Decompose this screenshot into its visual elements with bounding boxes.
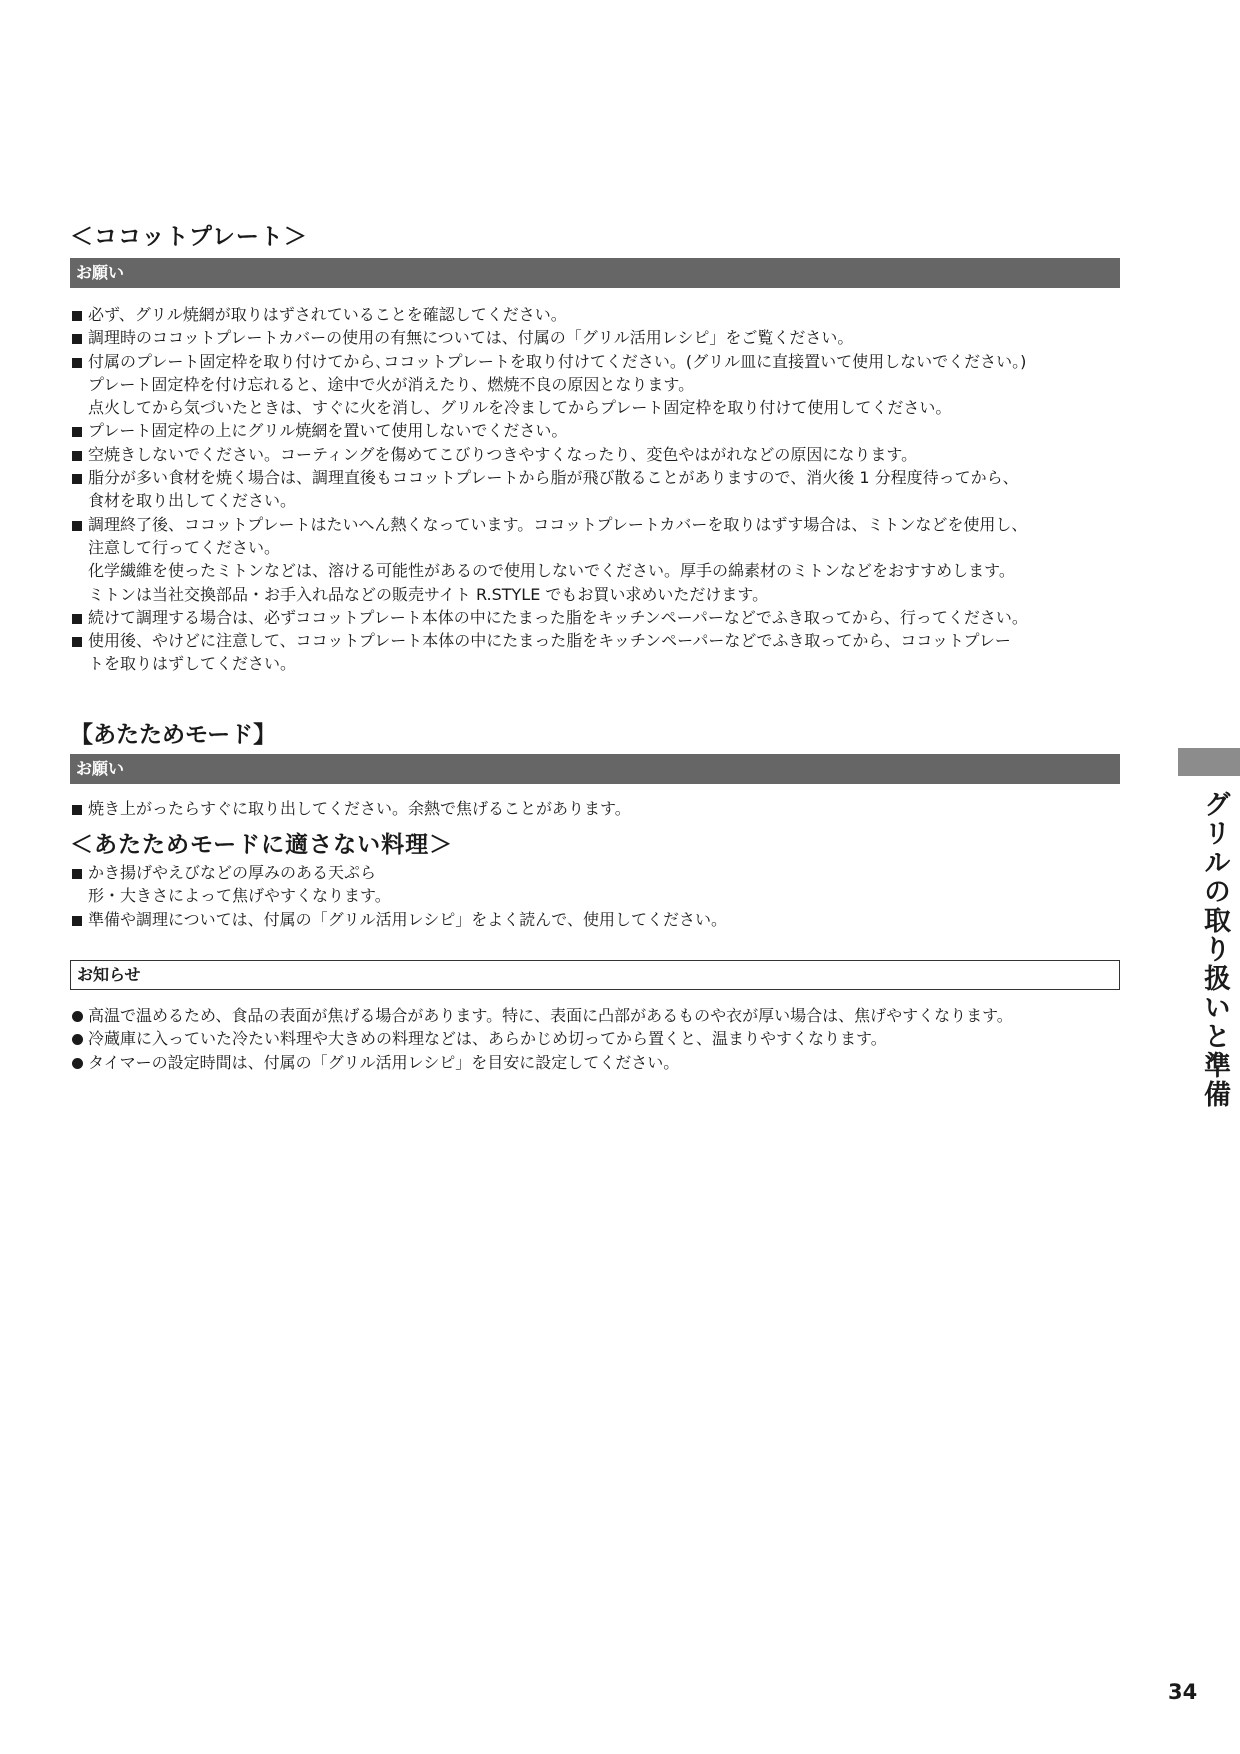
list-item — [70, 513, 1120, 606]
list-item-text: かき揚げやえびなどの厚みのある天ぷら — [88, 863, 377, 882]
list-item-text: 空焼きしないでください。コーティングを傷めてこびりつきやすくなったり、変色やはがれなどの原因になります。 — [88, 444, 918, 464]
list-item — [70, 419, 1120, 442]
list-item-text: 必ず、グリル焼網が取りはずされていることを確認してください。 — [88, 305, 567, 324]
list-item-text: 続けて調理する場合は、必ずココットプレート本体の中にたまった脂をキッチンペーパーなどでふき取ってから、行ってください。 — [88, 607, 1028, 627]
list-item-text: 使用後、やけどに注意して、ココットプレート本体の中にたまった脂をキッチンペーパーなどでふき取ってから、ココットプレー — [88, 631, 1011, 651]
side-chapter-label: グリルの取り扱いと準備 — [1199, 790, 1230, 1109]
list-item-text: 形・大きさによって焦げやすくなります。 — [88, 886, 391, 906]
list-item — [70, 908, 1120, 931]
cocotte-plate-request-list — [70, 303, 1120, 676]
list-item-text: 調理終了後、ココットプレートはたいへん熱くなっています。ココットプレートカバーを取りはずす場合は、ミトンなどを使用し、 — [88, 514, 1028, 534]
list-item — [70, 326, 1120, 349]
page-number: 34 — [1168, 1680, 1198, 1704]
list-item — [70, 466, 1120, 513]
list-item-text: ミトンは当社交換部品・お手入れ品などの販売サイト R.STYLE でもお買い求めいただけます。 — [88, 584, 769, 604]
list-item-text: 準備や調理については、付属の「グリル活用レシピ」をよく読んで、使用してください。 — [88, 909, 727, 929]
section-heading-unsuitable-dishes: ＜あたためモードに適さない料理＞ — [70, 832, 454, 858]
list-item-text: 焼き上がったらすぐに取り出してください。余熱で焦げることがあります。 — [88, 799, 631, 818]
list-item-text: 調理時のココットプレートカバーの使用の有無については、付属の「グリル活用レシピ」をご覧ください。 — [88, 328, 854, 348]
section-heading-warming-mode: 【あたためモード】 — [70, 722, 277, 748]
list-item — [70, 1051, 1120, 1074]
list-item-text: タイマーの設定時間は、付属の「グリル活用レシピ」を目安に設定してください。 — [88, 1052, 680, 1072]
list-item — [70, 443, 1120, 466]
list-item-text: 化学繊維を使ったミトンなどは、溶ける可能性があるので使用しないでください。厚手の綿素材のミトンなどをおすすめします。 — [88, 561, 1015, 581]
list-item — [70, 1027, 1120, 1050]
list-item-text: 冷蔵庫に入っていた冷たい料理や大きめの料理などは、あらかじめ切ってから置くと、温まりやすくなります。 — [88, 1029, 887, 1049]
list-item — [70, 606, 1120, 629]
list-item-text: トを取りはずしてください。 — [88, 654, 297, 674]
information-notice-box: お知らせ — [70, 960, 1120, 990]
list-item — [70, 350, 1120, 420]
list-item-text: 高温で温めるため、食品の表面が焦げる場合があります。特に、表面に凸部があるものや衣が厚い場合は、焦げやすくなります。 — [88, 1006, 1013, 1025]
unsuitable-dishes-list — [70, 861, 1120, 931]
list-item — [70, 797, 1120, 820]
warming-request-notice-bar: お願い — [70, 754, 1120, 784]
warming-request-list — [70, 797, 1120, 820]
list-item — [70, 303, 1120, 326]
list-item-text: 点火してから気づいたときは、すぐに火を消し、グリルを冷ましてからプレート固定枠を取り付けて使用してください。 — [88, 398, 952, 418]
list-item — [70, 861, 1120, 908]
list-item-text: 付属のプレート固定枠を取り付けてから､ココットプレートを取り付けてください。(グリル皿に直接置いて使用しないでください。) — [88, 351, 1027, 371]
list-item-text: 脂分が多い食材を焼く場合は、調理直後もココットプレートから脂が飛び散ることがありますので、消火後 1 分程度待ってから、 — [88, 468, 1019, 488]
list-item-text: 食材を取り出してください。 — [88, 491, 297, 511]
information-list — [70, 1004, 1120, 1074]
request-notice-bar: お願い — [70, 258, 1120, 288]
list-item — [70, 1004, 1120, 1027]
side-tab-marker — [1178, 748, 1240, 776]
list-item-text: プレート固定枠を付け忘れると、途中で火が消えたり、燃焼不良の原因となります。 — [88, 374, 695, 394]
list-item — [70, 629, 1120, 676]
list-item-text: プレート固定枠の上にグリル焼網を置いて使用しないでください。 — [88, 421, 568, 441]
list-item-text: 注意して行ってください。 — [88, 537, 281, 557]
section-heading-cocotte-plate: ＜ココットプレート＞ — [70, 224, 308, 250]
